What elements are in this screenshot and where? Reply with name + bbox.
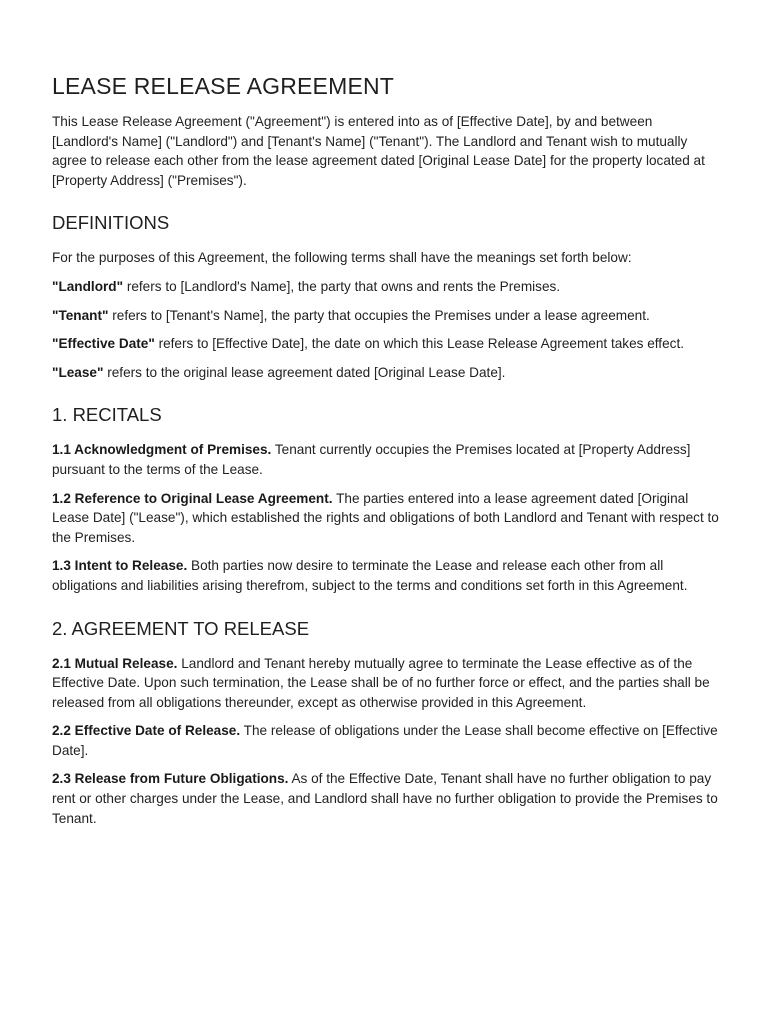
intro-paragraph: This Lease Release Agreement ("Agreement") is entered into as of [Effective Date], by and between [Landlord's Name] ("Landlord") and [Tenant's Name] ("Tenant"). The Landlord and Tenant wish to mutually agree to release each other from the lease agreement dated [Original Lease Date] for the property located at [Property Address] ("Premises"). <box>52 114 705 188</box>
definition-text: refers to [Tenant's Name], the party that occupies the Premises under a lease agreement. <box>108 307 650 323</box>
clause-item <box>52 440 722 479</box>
definition-term: "Effective Date" <box>52 336 155 352</box>
clause-item <box>52 556 722 595</box>
clause-label: 2.1 Mutual Release. <box>52 655 178 671</box>
clause-text: Tenant currently occupies the Premises located at [Property Address] pursuant to the terms of the Lease. <box>52 442 691 477</box>
clause-text: As of the Effective Date, Tenant shall have no further obligation to pay rent or other charges under the Lease, and Landlord shall have no further obligation to provide the Premises to Tenant. <box>52 771 718 826</box>
definition-text: refers to [Landlord's Name], the party that owns and rents the Premises. <box>123 278 561 294</box>
clause-label: 2.2 Effective Date of Release. <box>52 723 241 739</box>
recitals-section <box>52 404 722 595</box>
definition-text: refers to [Effective Date], the date on which this Lease Release Agreement takes effect. <box>154 336 684 352</box>
clause-text: Landlord and Tenant hereby mutually agree to terminate the Lease effective as of the Effective Date. Upon such termination, the Lease shall be of no further force or effect, and the parties shall be released from all obligations thereunder, except as otherwise provided in this Agreement. <box>52 655 710 710</box>
clause-text: The release of obligations under the Lease shall become effective on [Effective Date]. <box>52 723 718 758</box>
clause-text: Both parties now desire to terminate the Lease and release each other from all obligations and liabilities arising therefrom, subject to the terms and conditions set forth in this Agreement. <box>52 558 688 593</box>
clause-label: 1.3 Intent to Release. <box>52 558 188 574</box>
definition-item <box>52 277 722 297</box>
definition-item <box>52 334 722 354</box>
release-heading: 2. AGREEMENT TO RELEASE <box>52 617 310 639</box>
definition-term: "Tenant" <box>52 307 109 323</box>
release-section <box>52 618 722 829</box>
clause-label: 1.1 Acknowledgment of Premises. <box>52 442 272 458</box>
clause-label: 1.2 Reference to Original Lease Agreement. <box>52 490 333 506</box>
document-title: LEASE RELEASE AGREEMENT <box>52 73 395 99</box>
clause-item <box>52 721 722 760</box>
definitions-section <box>52 212 722 382</box>
definitions-lead: For the purposes of this Agreement, the following terms shall have the meanings set forth below: <box>52 250 632 266</box>
definitions-heading: DEFINITIONS <box>52 212 170 234</box>
clause-text: The parties entered into a lease agreement dated [Original Lease Date] ("Lease"), which established the rights and obligations of both Landlord and Tenant with respect to the Premises. <box>52 490 719 545</box>
document-page <box>52 72 722 837</box>
recitals-heading: 1. RECITALS <box>52 404 162 426</box>
definition-item <box>52 363 722 383</box>
clause-item <box>52 769 722 828</box>
clause-label: 2.3 Release from Future Obligations. <box>52 771 289 787</box>
clause-item <box>52 654 722 713</box>
clause-item <box>52 489 722 548</box>
definition-term: "Lease" <box>52 364 104 380</box>
definition-item <box>52 306 722 326</box>
definition-text: refers to the original lease agreement dated [Original Lease Date]. <box>103 364 506 380</box>
definition-term: "Landlord" <box>52 278 124 294</box>
